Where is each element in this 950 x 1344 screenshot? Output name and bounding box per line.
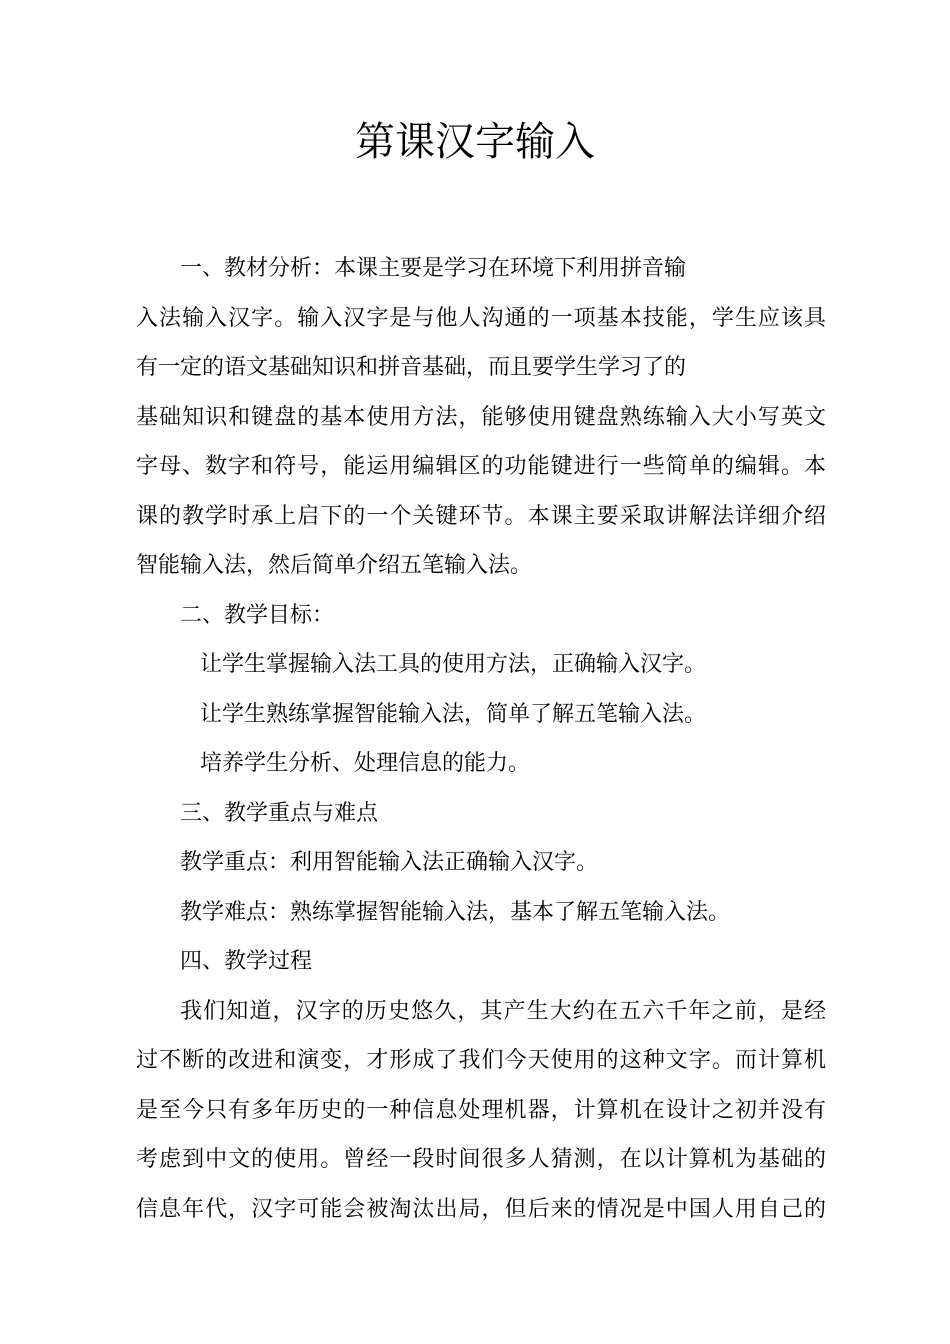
teaching-difficulty: 教学难点：熟练掌握智能输入法，基本了解五笔输入法。 bbox=[180, 899, 731, 925]
paragraph-line: 过不断的改进和演变，才形成了我们今天使用的这种文字。而计算机 bbox=[136, 1048, 826, 1073]
document-title: 第课汉字输入 bbox=[355, 119, 595, 165]
paragraph-line: 是至今只有多年历史的一种信息处理机器，计算机在设计之初并没有 bbox=[136, 1097, 826, 1123]
objective-item: 培养学生分析、处理信息的能力。 bbox=[200, 751, 531, 776]
paragraph-line: 考虑到中文的使用。曾经一段时间很多人猜测，在以计算机为基础的 bbox=[136, 1147, 826, 1172]
teaching-focus: 教学重点：利用智能输入法正确输入汉字。 bbox=[180, 850, 599, 875]
objective-item: 让学生熟练掌握智能输入法，简单了解五笔输入法。 bbox=[200, 701, 707, 727]
paragraph-line: 信息年代，汉字可能会被淘汰出局，但后来的情况是中国人用自己的 bbox=[136, 1196, 826, 1222]
paragraph-line: 入法输入汉字。输入汉字是与他人沟通的一项基本技能，学生应该具 bbox=[136, 305, 826, 331]
paragraph-line: 字母、数字和符号，能运用编辑区的功能键进行一些简单的编辑。本 bbox=[136, 454, 826, 479]
paragraph-line: 智能输入法，然后简单介绍五笔输入法。 bbox=[136, 553, 533, 578]
document-body bbox=[136, 244, 826, 1234]
paragraph-line: 课的教学时承上启下的一个关键环节。本课主要采取讲解法详细介绍 bbox=[136, 503, 826, 529]
section-2-heading: 二、教学目标： bbox=[180, 602, 335, 628]
paragraph-line: 基础知识和键盘的基本使用方法，能够使用键盘熟练输入大小写英文 bbox=[136, 404, 826, 430]
section-1-heading-line: 一、教材分析：本课主要是学习在环境下利用拼音输 bbox=[180, 256, 687, 281]
section-4-heading: 四、教学过程 bbox=[180, 949, 313, 974]
paragraph-line: 有一定的语文基础知识和拼音基础，而且要学生学习了的 bbox=[136, 355, 687, 380]
paragraph-line: 我们知道，汉字的历史悠久，其产生大约在五六千年之前，是经 bbox=[180, 998, 826, 1024]
section-3-heading: 三、教学重点与难点 bbox=[180, 800, 379, 826]
objective-item: 让学生掌握输入法工具的使用方法，正确输入汉字。 bbox=[200, 652, 707, 677]
